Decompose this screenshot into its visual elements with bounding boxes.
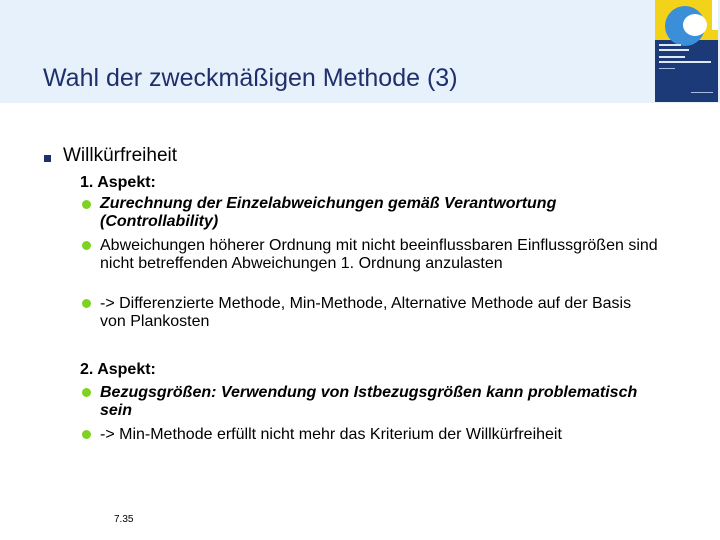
cover-text-line xyxy=(659,44,681,46)
square-bullet-icon xyxy=(44,155,51,162)
cover-white-stripe xyxy=(712,0,718,30)
cover-text-line xyxy=(659,68,675,69)
cover-text-line xyxy=(659,56,685,58)
aspect-2-item-2: -> Min-Methode erfüllt nicht mehr das Kriterium der Willkürfreiheit xyxy=(100,426,562,443)
main-bullet-text: Willkürfreiheit xyxy=(63,145,178,166)
slide-title: Wahl der zweckmäßigen Methode (3) xyxy=(43,64,458,92)
aspect-1-item-2: Abweichungen höherer Ordnung mit nicht beeinflussbaren Einflussgrößen sind nicht betreffenden Abweichungen 1. Ordnung anzulasten xyxy=(100,237,658,272)
round-bullet-icon xyxy=(82,388,91,397)
cover-text-line xyxy=(691,92,713,93)
aspect-1-item-3: -> Differenzierte Methode, Min-Methode, Alternative Methode auf der Basis von Plankosten xyxy=(100,295,632,330)
page-number: 7.35 xyxy=(114,514,134,525)
cover-white-shape xyxy=(683,14,707,36)
aspect-1-label: 1. Aspekt: xyxy=(80,174,156,191)
aspect-2-label: 2. Aspekt: xyxy=(80,361,156,378)
aspect-2-item-1: Bezugsgrößen: Verwendung von Istbezugsgrößen kann problematisch sein xyxy=(100,384,638,419)
cover-text-line xyxy=(659,49,689,51)
header-divider xyxy=(0,103,720,105)
round-bullet-icon xyxy=(82,200,91,209)
book-cover-image xyxy=(655,0,718,102)
round-bullet-icon xyxy=(82,241,91,250)
round-bullet-icon xyxy=(82,299,91,308)
cover-text-line xyxy=(659,61,711,63)
aspect-1-item-1: Zurechnung der Einzelabweichungen gemäß Verantwortung (Controllability) xyxy=(100,195,557,230)
round-bullet-icon xyxy=(82,430,91,439)
